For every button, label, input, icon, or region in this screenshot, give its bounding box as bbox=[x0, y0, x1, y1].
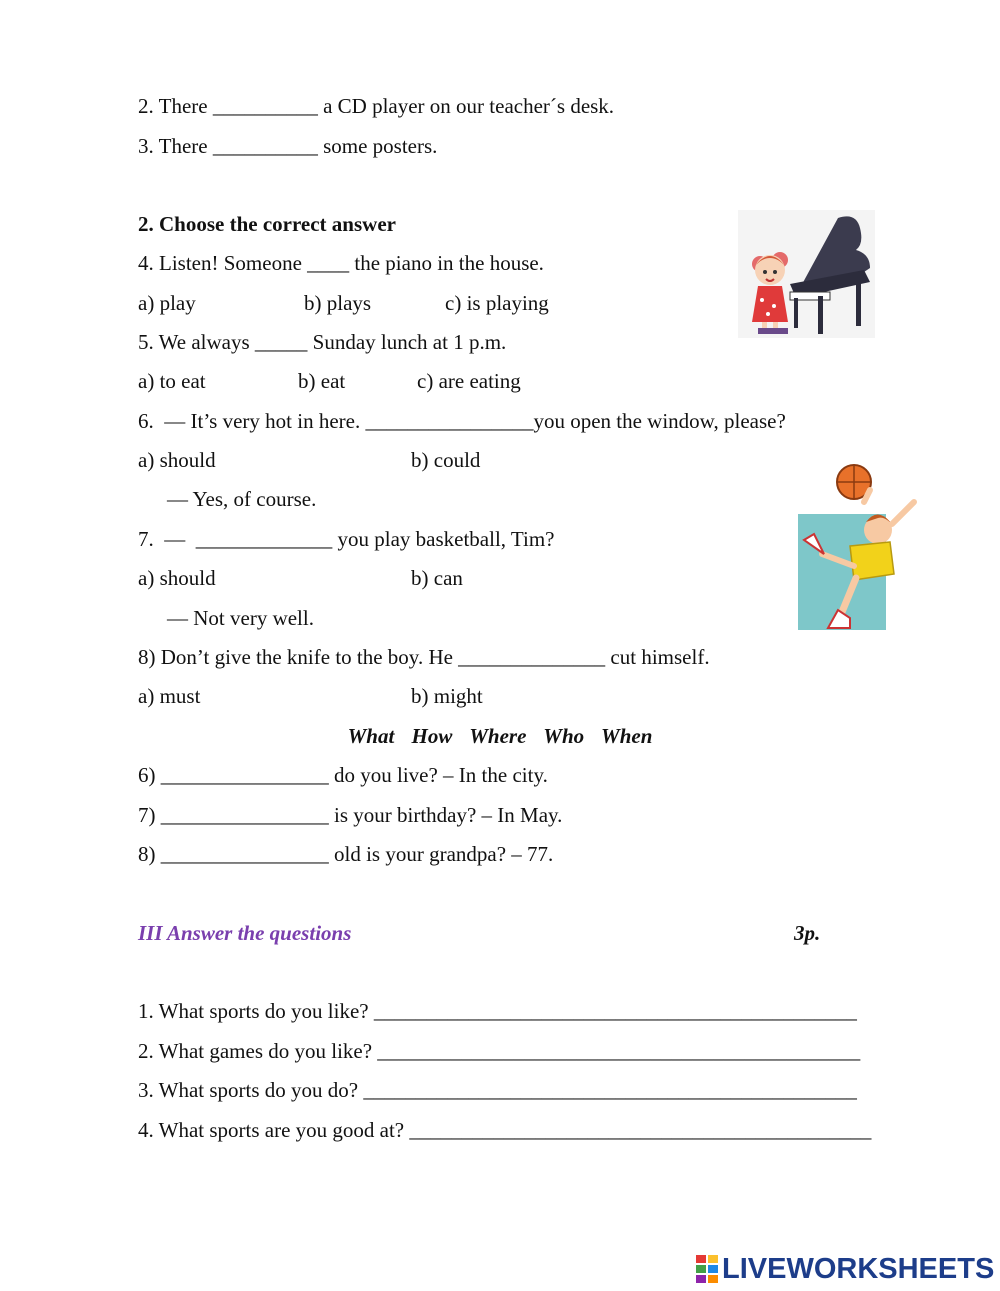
question-5: 5. We always _____ Sunday lunch at 1 p.m. bbox=[138, 330, 507, 354]
answer-question-2: 2. What games do you like? ______________________________________________ bbox=[138, 1039, 861, 1063]
wh-question-8: 8) ________________ old is your grandpa? – 77. bbox=[138, 842, 554, 866]
answer-question-1: 1. What sports do you like? ______________________________________________ bbox=[138, 999, 857, 1023]
q7-option-a[interactable]: a) should bbox=[138, 566, 216, 590]
q8-option-a[interactable]: a) must bbox=[138, 684, 201, 708]
answer-question-3: 3. What sports do you do? _______________________________________________ bbox=[138, 1078, 857, 1102]
section-heading-answer: III Answer the questions bbox=[138, 921, 352, 945]
wh-question-7: 7) ________________ is your birthday? – In May. bbox=[138, 803, 563, 827]
exercise-item-3: 3. There __________ some posters. bbox=[138, 134, 438, 158]
q5-option-b[interactable]: b) eat bbox=[298, 369, 346, 393]
word-bank: What How Where Who When bbox=[347, 724, 653, 748]
exercise-item-2: 2. There __________ a CD player on our teacher´s desk. bbox=[138, 94, 615, 118]
question-7: 7. — _____________ you play basketball, Tim? bbox=[138, 527, 555, 551]
logo-mark-icon bbox=[696, 1255, 718, 1283]
q8-option-b[interactable]: b) might bbox=[411, 684, 483, 708]
question-4: 4. Listen! Someone ____ the piano in the house. bbox=[138, 251, 544, 275]
question-8: 8) Don’t give the knife to the boy. He ______________ cut himself. bbox=[138, 645, 710, 669]
q7-option-b[interactable]: b) can bbox=[411, 566, 463, 590]
section-points: 3p. bbox=[794, 921, 821, 945]
q7-reply: — Not very well. bbox=[167, 606, 314, 630]
q6-option-a[interactable]: a) should bbox=[138, 448, 216, 472]
q5-option-c[interactable]: c) are eating bbox=[417, 369, 521, 393]
q6-option-b[interactable]: b) could bbox=[411, 448, 481, 472]
liveworksheets-logo bbox=[696, 1252, 994, 1286]
wh-question-6: 6) ________________ do you live? – In the city. bbox=[138, 763, 548, 787]
question-6: 6. — It’s very hot in here. ________________you open the window, please? bbox=[138, 409, 786, 433]
answer-question-4: 4. What sports are you good at? ____________________________________________ bbox=[138, 1118, 872, 1142]
q4-option-c[interactable]: c) is playing bbox=[445, 291, 549, 315]
piano-girl-image bbox=[738, 210, 875, 338]
section-heading-choose: 2. Choose the correct answer bbox=[138, 212, 396, 236]
q5-option-a[interactable]: a) to eat bbox=[138, 369, 206, 393]
logo-text: LIVEWORKSHEETS bbox=[722, 1252, 995, 1285]
basketball-boy-image bbox=[798, 462, 924, 632]
q6-reply: — Yes, of course. bbox=[167, 487, 317, 511]
q4-option-b[interactable]: b) plays bbox=[304, 291, 372, 315]
q4-option-a[interactable]: a) play bbox=[138, 291, 196, 315]
